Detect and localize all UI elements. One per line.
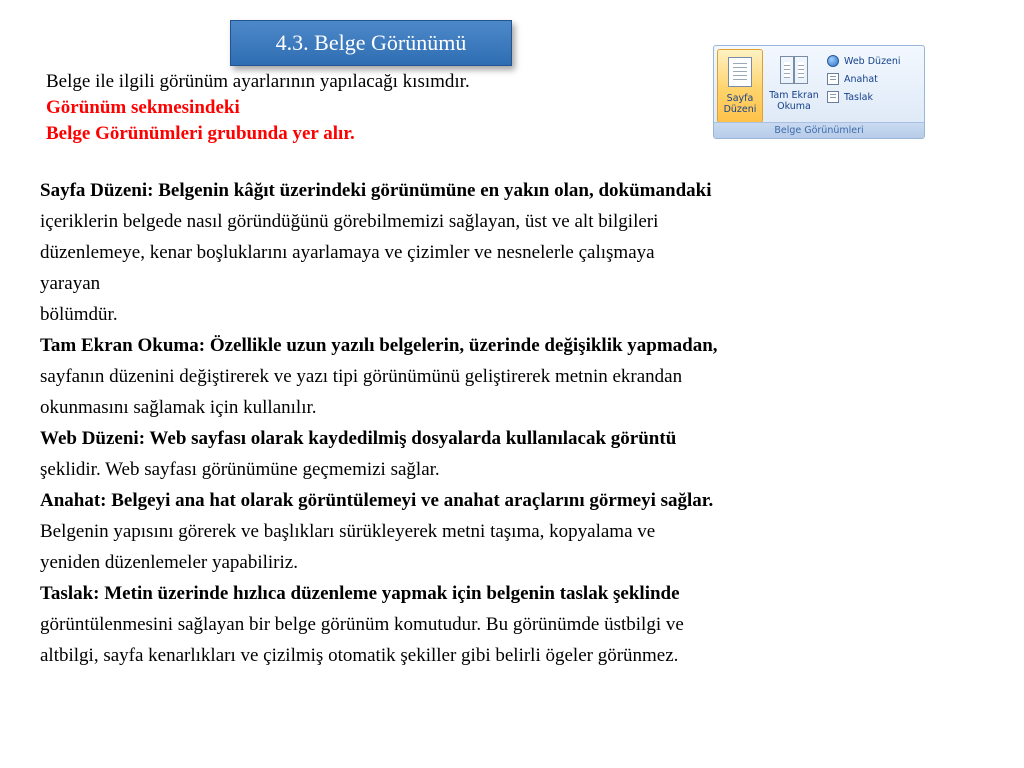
sayfa-duzeni-label-1: Sayfa	[726, 93, 754, 104]
sayfa-duzeni-heading: Sayfa Düzeni: Belgenin kâğıt üzerindeki görünümüne en yakın olan, dokümandaki	[40, 180, 712, 201]
anahat-line: Belgenin yapısını görerek ve başlıkları sürükleyerek metni taşıma, kopyalama ve	[40, 521, 656, 542]
taslak-line: altbilgi, sayfa kenarlıkları ve çizilmiş otomatik şekiller gibi belirli ögeler görünmez.	[40, 645, 679, 666]
small-buttons	[827, 52, 901, 106]
tam-ekran-line: sayfanın düzenini değiştirerek ve yazı tipi görünümünü geliştirerek metnin ekrandan	[40, 366, 683, 387]
web-duzeni-label: Web Düzeni	[844, 55, 901, 67]
sayfa-duzeni-line: düzenlemeye, kenar boşluklarını ayarlamaya ve çizimler ve nesnelerle çalışmaya	[40, 242, 655, 263]
section-title-text: 4.3. Belge Görünümü	[275, 30, 467, 55]
ribbon-group-belge-gorunumleri	[713, 45, 925, 139]
page-layout-icon	[728, 57, 752, 87]
taslak-button[interactable]	[827, 88, 901, 106]
intro-highlight-group: Belge Görünümleri grubunda yer alır.	[46, 123, 355, 144]
body-text	[40, 175, 980, 671]
taslak-heading: Taslak: Metin üzerinde hızlıca düzenleme yapmak için belgenin taslak şeklinde	[40, 583, 680, 604]
tam-ekran-line: okunmasını sağlamak için kullanılır.	[40, 397, 317, 418]
web-duzeni-heading: Web Düzeni: Web sayfası olarak kaydedilmiş dosyalarda kullanılacak görüntü	[40, 428, 677, 449]
anahat-label: Anahat	[844, 73, 878, 85]
reading-book-icon	[780, 56, 808, 84]
tam-ekran-heading: Tam Ekran Okuma: Özellikle uzun yazılı belgelerin, üzerinde değişiklik yapmadan,	[40, 335, 718, 356]
anahat-heading: Anahat: Belgeyi ana hat olarak görüntülemeyi ve anahat araçlarını görmeyi sağlar.	[40, 490, 714, 511]
tam-ekran-label-2: Okuma	[777, 101, 811, 112]
sayfa-duzeni-line: yarayan	[40, 273, 101, 294]
web-duzeni-button[interactable]	[827, 52, 901, 70]
sayfa-duzeni-button[interactable]	[717, 49, 763, 123]
sayfa-duzeni-line: içeriklerin belgede nasıl göründüğünü görebilmemizi sağlayan, üst ve alt bilgileri	[40, 211, 659, 232]
ribbon-group-label: Belge Görünümleri	[714, 122, 924, 138]
tam-ekran-label-1: Tam Ekran	[769, 90, 819, 101]
intro-block	[46, 69, 470, 147]
taslak-label: Taslak	[844, 91, 873, 103]
web-duzeni-line: şeklidir. Web sayfası görünümüne geçmemizi sağlar.	[40, 459, 440, 480]
web-globe-icon	[827, 55, 839, 67]
outline-icon	[827, 73, 839, 85]
tam-ekran-okuma-button[interactable]	[764, 49, 824, 123]
intro-line: Belge ile ilgili görünüm ayarlarının yapılacağı kısımdır.	[46, 71, 470, 92]
anahat-line: yeniden düzenlemeler yapabiliriz.	[40, 552, 298, 573]
section-title	[230, 20, 512, 66]
intro-highlight-tab: Görünüm sekmesindeki	[46, 97, 240, 118]
draft-icon	[827, 91, 839, 103]
sayfa-duzeni-line: bölümdür.	[40, 304, 118, 325]
sayfa-duzeni-label-2: Düzeni	[723, 104, 757, 115]
anahat-button[interactable]	[827, 70, 901, 88]
taslak-line: görüntülenmesini sağlayan bir belge görünüm komutudur. Bu görünümde üstbilgi ve	[40, 614, 684, 635]
